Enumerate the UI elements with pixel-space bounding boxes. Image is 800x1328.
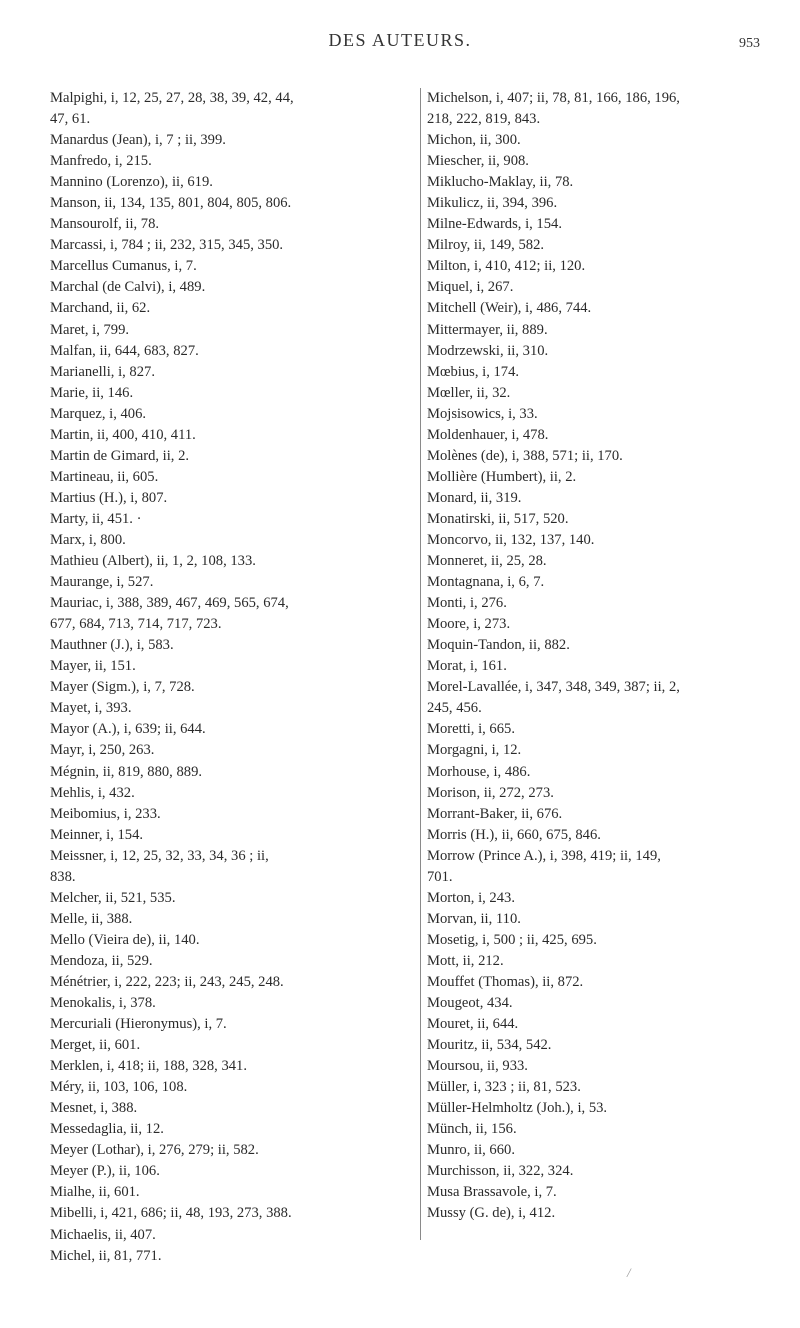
index-entry bbox=[427, 888, 772, 909]
index-entry-line: Milroy, ii, 149, 582. bbox=[427, 237, 545, 254]
index-entry bbox=[427, 1077, 772, 1098]
index-entry bbox=[50, 656, 395, 677]
index-entry bbox=[50, 1182, 395, 1203]
index-entry bbox=[427, 446, 772, 467]
index-entry-line: Menokalis, i, 378. bbox=[50, 995, 156, 1012]
index-entry-line: Monneret, ii, 25, 28. bbox=[427, 553, 547, 570]
index-entry-line: Molènes (de), i, 388, 571; ii, 170. bbox=[427, 447, 623, 464]
index-entry-line: Miklucho-Maklay, ii, 78. bbox=[427, 174, 574, 191]
index-entry bbox=[427, 277, 772, 298]
index-entry-line: 677, 684, 713, 714, 717, 723. bbox=[50, 616, 222, 633]
index-entry bbox=[50, 1056, 395, 1077]
index-entry bbox=[427, 509, 772, 530]
index-entry bbox=[427, 1035, 772, 1056]
index-entry-line: Marty, ii, 451. · bbox=[50, 510, 142, 527]
index-entry-line: Morton, i, 243. bbox=[427, 889, 515, 906]
index-entry-line: Mœbius, i, 174. bbox=[427, 363, 520, 380]
index-entry bbox=[427, 320, 772, 341]
index-entry-line: 245, 456. bbox=[427, 700, 482, 717]
index-entry bbox=[427, 762, 772, 783]
index-entry bbox=[427, 804, 772, 825]
index-entry bbox=[427, 551, 772, 572]
index-entry-line: Michelson, i, 407; ii, 78, 81, 166, 186, 196, bbox=[427, 90, 680, 106]
index-entry bbox=[50, 277, 395, 298]
index-entry-line: Mello (Vieira de), ii, 140. bbox=[50, 931, 200, 948]
index-entry-line: Morrow (Prince A.), i, 398, 419; ii, 149, bbox=[427, 847, 661, 864]
index-entry bbox=[50, 298, 395, 319]
index-entry-line: Morrant-Baker, ii, 676. bbox=[427, 805, 563, 822]
index-entry bbox=[50, 698, 395, 719]
index-entry-line: Mollière (Humbert), ii, 2. bbox=[427, 468, 577, 485]
index-entry bbox=[50, 572, 395, 593]
index-entry-line: Mittermayer, ii, 889. bbox=[427, 321, 548, 338]
index-entry bbox=[50, 593, 395, 635]
index-entry-line: 701. bbox=[427, 868, 453, 885]
index-entry-line: Müller-Helmholtz (Joh.), i, 53. bbox=[427, 1100, 608, 1117]
index-entry-line: Morgagni, i, 12. bbox=[427, 742, 522, 759]
index-entry bbox=[50, 993, 395, 1014]
index-entry-line: Mœller, ii, 32. bbox=[427, 384, 511, 401]
index-entry-line: Mayer (Sigm.), i, 7, 728. bbox=[50, 679, 195, 696]
index-entry-line: Musa Brassavole, i, 7. bbox=[427, 1184, 557, 1201]
index-entry bbox=[427, 172, 772, 193]
index-entry bbox=[427, 467, 772, 488]
index-entry bbox=[50, 130, 395, 151]
index-entry-line: Morris (H.), ii, 660, 675, 846. bbox=[427, 826, 601, 843]
index-entry-line: 218, 222, 819, 843. bbox=[427, 111, 541, 128]
index-entry-line: Martineau, ii, 605. bbox=[50, 468, 159, 485]
index-entry-line: Mott, ii, 212. bbox=[427, 952, 504, 969]
index-entry bbox=[50, 1161, 395, 1182]
index-entry bbox=[427, 719, 772, 740]
index-entry bbox=[50, 1119, 395, 1140]
index-entry bbox=[427, 151, 772, 172]
index-entry-line: Michaelis, ii, 407. bbox=[50, 1226, 156, 1243]
column-divider bbox=[420, 88, 421, 1240]
index-entry-line: Mannino (Lorenzo), ii, 619. bbox=[50, 174, 213, 191]
index-entry-line: Mougeot, 434. bbox=[427, 995, 513, 1012]
index-entry bbox=[427, 383, 772, 404]
index-entry-line: Meyer (Lothar), i, 276, 279; ii, 582. bbox=[50, 1142, 259, 1159]
index-entry bbox=[427, 1014, 772, 1035]
index-entry-line: Mauriac, i, 388, 389, 467, 469, 565, 674, bbox=[50, 595, 289, 612]
index-entry bbox=[427, 783, 772, 804]
index-entry bbox=[50, 404, 395, 425]
index-entry-line: Martius (H.), i, 807. bbox=[50, 489, 168, 506]
index-entry-line: Mayet, i, 393. bbox=[50, 700, 132, 717]
index-entry bbox=[427, 1203, 772, 1224]
index-entry-line: Mauthner (J.), i, 583. bbox=[50, 637, 174, 654]
index-entry bbox=[427, 1161, 772, 1182]
index-entry bbox=[50, 740, 395, 761]
index-entry-line: Michel, ii, 81, 771. bbox=[50, 1247, 162, 1264]
index-entry-line: Mouritz, ii, 534, 542. bbox=[427, 1037, 552, 1054]
index-entry bbox=[427, 1119, 772, 1140]
index-entry-line: Moldenhauer, i, 478. bbox=[427, 426, 549, 443]
index-entry bbox=[50, 1077, 395, 1098]
index-entry bbox=[50, 1203, 395, 1224]
index-entry-line: Münch, ii, 156. bbox=[427, 1121, 517, 1138]
index-entry bbox=[427, 235, 772, 256]
index-entry-line: Meyer (P.), ii, 106. bbox=[50, 1163, 160, 1180]
index-entry-line: Mercuriali (Hieronymus), i, 7. bbox=[50, 1016, 227, 1033]
index-entry-line: Mialhe, ii, 601. bbox=[50, 1184, 140, 1201]
index-entry bbox=[50, 425, 395, 446]
index-entry-line: Mosetig, i, 500 ; ii, 425, 695. bbox=[427, 931, 597, 948]
index-entry bbox=[50, 320, 395, 341]
index-entry-line: Melle, ii, 388. bbox=[50, 910, 133, 927]
index-entry-line: Monti, i, 276. bbox=[427, 595, 507, 612]
index-entry bbox=[427, 1140, 772, 1161]
index-entry-line: Marianelli, i, 827. bbox=[50, 363, 155, 380]
index-entry-line: Mojsisowics, i, 33. bbox=[427, 405, 538, 422]
index-entry bbox=[50, 235, 395, 256]
index-entry-line: Mayr, i, 250, 263. bbox=[50, 742, 155, 759]
index-entry bbox=[50, 551, 395, 572]
index-entry bbox=[427, 362, 772, 383]
index-entry-line: Manardus (Jean), i, 7 ; ii, 399. bbox=[50, 132, 226, 149]
index-entry-line: Morel-Lavallée, i, 347, 348, 349, 387; ii, 2, bbox=[427, 679, 680, 696]
index-entry-line: Marchand, ii, 62. bbox=[50, 300, 151, 317]
index-entry bbox=[427, 530, 772, 551]
index-entry bbox=[50, 172, 395, 193]
index-entry bbox=[427, 425, 772, 446]
index-entry-line: Müller, i, 323 ; ii, 81, 523. bbox=[427, 1079, 581, 1096]
index-entry bbox=[427, 593, 772, 614]
index-entry bbox=[50, 509, 395, 530]
index-entry-line: 47, 61. bbox=[50, 111, 91, 128]
index-entry bbox=[50, 972, 395, 993]
index-entry bbox=[50, 719, 395, 740]
index-entry bbox=[427, 404, 772, 425]
index-entry-line: Monard, ii, 319. bbox=[427, 489, 522, 506]
index-entry-line: Milne-Edwards, i, 154. bbox=[427, 216, 562, 233]
index-entry-line: Martin, ii, 400, 410, 411. bbox=[50, 426, 196, 443]
index-entry bbox=[50, 446, 395, 467]
index-entry bbox=[427, 1182, 772, 1203]
index-entry-line: Marcassi, i, 784 ; ii, 232, 315, 345, 350. bbox=[50, 237, 284, 254]
index-entry-line: Mehlis, i, 432. bbox=[50, 784, 135, 801]
index-entry-line: Martin de Gimard, ii, 2. bbox=[50, 447, 190, 464]
index-entry-line: Morison, ii, 272, 273. bbox=[427, 784, 554, 801]
index-entry bbox=[427, 1056, 772, 1077]
index-entry-line: Moquin-Tandon, ii, 882. bbox=[427, 637, 570, 654]
page-header bbox=[0, 30, 800, 54]
index-entry-line: Milton, i, 410, 412; ii, 120. bbox=[427, 258, 586, 275]
index-entry bbox=[50, 677, 395, 698]
index-entry-line: Morat, i, 161. bbox=[427, 658, 507, 675]
index-entry bbox=[427, 298, 772, 319]
index-entry-line: Miquel, i, 267. bbox=[427, 279, 514, 296]
index-entry bbox=[427, 193, 772, 214]
index-entry-line: Melcher, ii, 521, 535. bbox=[50, 889, 176, 906]
index-entry-line: Morhouse, i, 486. bbox=[427, 763, 531, 780]
index-entry-line: Mibelli, i, 421, 686; ii, 48, 193, 273, 388. bbox=[50, 1205, 292, 1222]
index-entry bbox=[427, 740, 772, 761]
index-entry-line: Ménétrier, i, 222, 223; ii, 243, 245, 248. bbox=[50, 973, 284, 990]
index-entry-line: 838. bbox=[50, 868, 76, 885]
index-entry bbox=[427, 951, 772, 972]
index-entry bbox=[50, 488, 395, 509]
index-entry-line: Malpighi, i, 12, 25, 27, 28, 38, 39, 42, 44, bbox=[50, 90, 294, 106]
index-entry-line: Méry, ii, 103, 106, 108. bbox=[50, 1079, 188, 1096]
index-entry-line: Mikulicz, ii, 394, 396. bbox=[427, 195, 558, 212]
index-entry bbox=[50, 530, 395, 551]
index-entry bbox=[50, 783, 395, 804]
index-entry-line: Maurange, i, 527. bbox=[50, 574, 154, 591]
index-entry bbox=[427, 972, 772, 993]
index-entry bbox=[50, 1014, 395, 1035]
index-column-right bbox=[427, 88, 772, 1225]
index-entry-line: Mouret, ii, 644. bbox=[427, 1016, 519, 1033]
index-entry-line: Mayer, ii, 151. bbox=[50, 658, 136, 675]
index-entry-line: Marcellus Cumanus, i, 7. bbox=[50, 258, 197, 275]
index-entry bbox=[50, 762, 395, 783]
index-entry bbox=[427, 341, 772, 362]
index-entry-line: Moursou, ii, 933. bbox=[427, 1058, 528, 1075]
index-entry-line: Messedaglia, ii, 12. bbox=[50, 1121, 164, 1138]
index-entry bbox=[50, 383, 395, 404]
index-entry-line: Mouffet (Thomas), ii, 872. bbox=[427, 973, 584, 990]
index-entry-line: Mathieu (Albert), ii, 1, 2, 108, 133. bbox=[50, 553, 256, 570]
index-entry bbox=[50, 909, 395, 930]
index-entry-line: Meibomius, i, 233. bbox=[50, 805, 161, 822]
index-entry bbox=[427, 930, 772, 951]
index-entry bbox=[50, 1246, 395, 1267]
index-entry-line: Mussy (G. de), i, 412. bbox=[427, 1205, 556, 1222]
index-entry-line: Murchisson, ii, 322, 324. bbox=[427, 1163, 574, 1180]
index-entry-line: Mitchell (Weir), i, 486, 744. bbox=[427, 300, 592, 317]
index-entry bbox=[427, 635, 772, 656]
index-entry bbox=[427, 88, 772, 130]
index-entry-line: Meissner, i, 12, 25, 32, 33, 34, 36 ; ii, bbox=[50, 847, 269, 864]
index-entry-line: Mesnet, i, 388. bbox=[50, 1100, 138, 1117]
index-entry bbox=[427, 677, 772, 719]
index-entry-line: Marie, ii, 146. bbox=[50, 384, 134, 401]
index-entry bbox=[50, 1098, 395, 1119]
index-entry-line: Marx, i, 800. bbox=[50, 531, 126, 548]
index-entry bbox=[427, 130, 772, 151]
index-entry bbox=[50, 1035, 395, 1056]
index-entry bbox=[427, 488, 772, 509]
index-entry bbox=[427, 993, 772, 1014]
index-entry-line: Mansourolf, ii, 78. bbox=[50, 216, 160, 233]
index-entry-line: Merklen, i, 418; ii, 188, 328, 341. bbox=[50, 1058, 248, 1075]
index-entry-line: Montagnana, i, 6, 7. bbox=[427, 574, 545, 591]
index-entry bbox=[427, 256, 772, 277]
index-entry-line: Manfredo, i, 215. bbox=[50, 153, 152, 170]
index-entry bbox=[427, 909, 772, 930]
index-entry-line: Mayor (A.), i, 639; ii, 644. bbox=[50, 721, 206, 738]
index-entry-line: Morvan, ii, 110. bbox=[427, 910, 521, 927]
index-entry bbox=[50, 635, 395, 656]
index-entry-line: Marquez, i, 406. bbox=[50, 405, 147, 422]
index-entry bbox=[50, 362, 395, 383]
index-entry-line: Marchal (de Calvi), i, 489. bbox=[50, 279, 206, 296]
index-entry bbox=[50, 804, 395, 825]
index-entry-line: Mégnin, ii, 819, 880, 889. bbox=[50, 763, 203, 780]
index-entry-line: Mendoza, ii, 529. bbox=[50, 952, 153, 969]
index-entry bbox=[427, 846, 772, 888]
index-entry bbox=[427, 614, 772, 635]
index-entry-line: Moretti, i, 665. bbox=[427, 721, 515, 738]
index-entry bbox=[50, 930, 395, 951]
index-entry-line: Malfan, ii, 644, 683, 827. bbox=[50, 342, 199, 359]
index-column-left bbox=[50, 88, 395, 1267]
index-entry bbox=[50, 341, 395, 362]
index-entry bbox=[50, 151, 395, 172]
index-entry-line: Maret, i, 799. bbox=[50, 321, 130, 338]
index-entry bbox=[50, 467, 395, 488]
index-entry-line: Munro, ii, 660. bbox=[427, 1142, 515, 1159]
page-number: 953 bbox=[739, 36, 760, 51]
index-entry-line: Manson, ii, 134, 135, 801, 804, 805, 806. bbox=[50, 195, 292, 212]
index-entry-line: Meinner, i, 154. bbox=[50, 826, 144, 843]
index-entry bbox=[427, 825, 772, 846]
index-entry bbox=[427, 656, 772, 677]
index-entry-line: Moore, i, 273. bbox=[427, 616, 511, 633]
index-entry bbox=[50, 88, 395, 130]
running-head: DES AUTEURS. bbox=[328, 30, 472, 50]
index-entry bbox=[50, 214, 395, 235]
index-entry bbox=[50, 888, 395, 909]
index-entry-line: Moncorvo, ii, 132, 137, 140. bbox=[427, 531, 595, 548]
index-entry bbox=[50, 1225, 395, 1246]
index-entry-line: Modrzewski, ii, 310. bbox=[427, 342, 549, 359]
index-entry bbox=[50, 1140, 395, 1161]
index-entry bbox=[427, 1098, 772, 1119]
index-entry bbox=[50, 256, 395, 277]
stray-mark: / bbox=[627, 1265, 631, 1280]
index-entry bbox=[50, 193, 395, 214]
index-entry bbox=[50, 846, 395, 888]
index-entry bbox=[50, 825, 395, 846]
index-entry-line: Monatirski, ii, 517, 520. bbox=[427, 510, 569, 527]
index-entry-line: Miescher, ii, 908. bbox=[427, 153, 529, 170]
index-entry-line: Michon, ii, 300. bbox=[427, 132, 521, 149]
index-entry bbox=[427, 572, 772, 593]
index-entry bbox=[427, 214, 772, 235]
index-entry-line: Merget, ii, 601. bbox=[50, 1037, 141, 1054]
index-entry bbox=[50, 951, 395, 972]
